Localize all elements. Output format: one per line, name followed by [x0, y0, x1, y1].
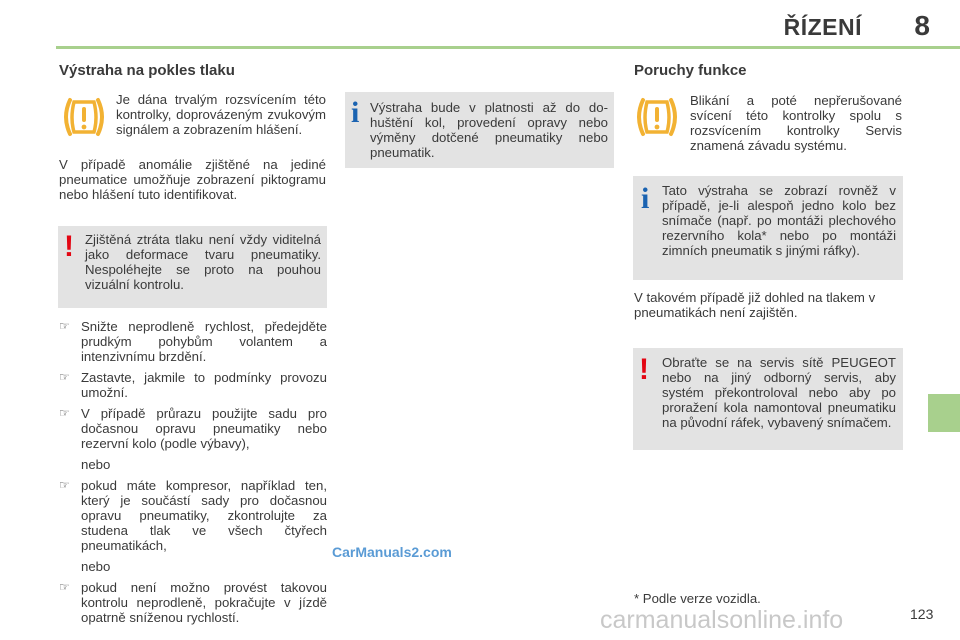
list-item: ☞ pokud máte kompresor, například ten, který je součástí sady pro dočasnou opravu pneumatiky, zkontrolujte za studena tlak ve všech čtyřech pneumatikách, — [59, 478, 327, 553]
middle-info-text: Výstraha bude v platnosti až do dohuštění kol, provedení opravy nebo výměny dotčené pneumatiky nebo pneumatik. — [370, 100, 608, 160]
page-number: 123 — [910, 606, 934, 622]
info-icon: i — [641, 182, 650, 215]
right-warning-box — [633, 348, 903, 450]
left-lamp-text: Je dána trvalým rozsvícením této kontrolky, doprovázeným zvukovým signálem a zobrazením hlášení. — [116, 92, 326, 137]
right-note-text: V takovém případě již dohled na tlakem v pneumatikách není zajištěn. — [634, 290, 876, 320]
footer-watermark: carmanualsonline.info — [600, 606, 844, 634]
hand-pointer-icon: ☞ — [59, 406, 70, 420]
left-warning-box — [58, 226, 327, 308]
header-rule — [56, 46, 960, 49]
hand-pointer-icon: ☞ — [59, 319, 70, 333]
tire-pressure-warning-icon — [60, 96, 108, 138]
left-anomaly-text: V případě anomálie zjištěné na jediné pneumatice umožňuje zobrazení piktogramu nebo hlášení tuto identifikovat. — [59, 157, 326, 202]
left-warning-text: Zjištěná ztráta tlaku není vždy viditelná jako deformace tvaru pneumatiky. Nespoléhejte se proto na pouhou vizuální kontrolu. — [85, 232, 321, 292]
right-lamp-text: Blikání a poté nepřerušované svícení této kontrolky spolu s rozsvícením kontrolky Servis znamená závadu systému. — [690, 93, 902, 153]
tire-pressure-warning-icon — [633, 96, 681, 138]
list-item: ☞ V případě průrazu použijte sadu pro dočasnou opravu pneumatiky nebo rezervní kolo (podle výbavy), — [59, 406, 327, 451]
right-info-text: Tato výstraha se zobrazí rovněž v případě, je-li alespoň jedno kolo bez snímače (např. po montáži plechového rezervního kola* nebo po montáži zimních pneumatik s jinými ráfky). — [662, 183, 896, 258]
left-heading: Výstraha na pokles tlaku — [59, 62, 235, 79]
middle-info-box — [345, 92, 614, 168]
hand-pointer-icon: ☞ — [59, 370, 70, 384]
right-warning-text: Obraťte se na servis sítě PEUGEOT nebo na jiný odborný servis, aby systém překontroloval nebo aby po proražení kola namontoval pneumatiku na původní ráfek, vybavený snímačem. — [662, 355, 896, 430]
left-bullet-list — [59, 319, 327, 631]
list-item: ☞ pokud není možno provést takovou kontrolu neprodleně, pokračujte v jízdě opatrně sníženou rychlostí. — [59, 580, 327, 625]
warning-exclamation-icon: ! — [64, 230, 74, 263]
info-icon: i — [351, 96, 360, 129]
watermark-text: CarManuals2.com — [332, 544, 452, 560]
right-heading: Poruchy funkce — [634, 62, 747, 79]
list-item: ☞ Snižte neprodleně rychlost, předejděte prudkým pohybům volantem a intenzivnímu brzdění. — [59, 319, 327, 364]
list-item: ☞ Zastavte, jakmile to podmínky provozu umožní. — [59, 370, 327, 400]
section-title: ŘÍZENÍ — [783, 14, 862, 40]
or-text: nebo — [81, 559, 111, 574]
hand-pointer-icon: ☞ — [59, 580, 70, 594]
hand-pointer-icon: ☞ — [59, 478, 70, 492]
or-text: nebo — [81, 457, 111, 472]
footnote: * Podle verze vozidla. — [634, 591, 761, 606]
chapter-tab — [928, 394, 960, 432]
right-info-box — [633, 176, 903, 280]
warning-exclamation-icon: ! — [639, 353, 649, 386]
chapter-number: 8 — [914, 10, 930, 41]
